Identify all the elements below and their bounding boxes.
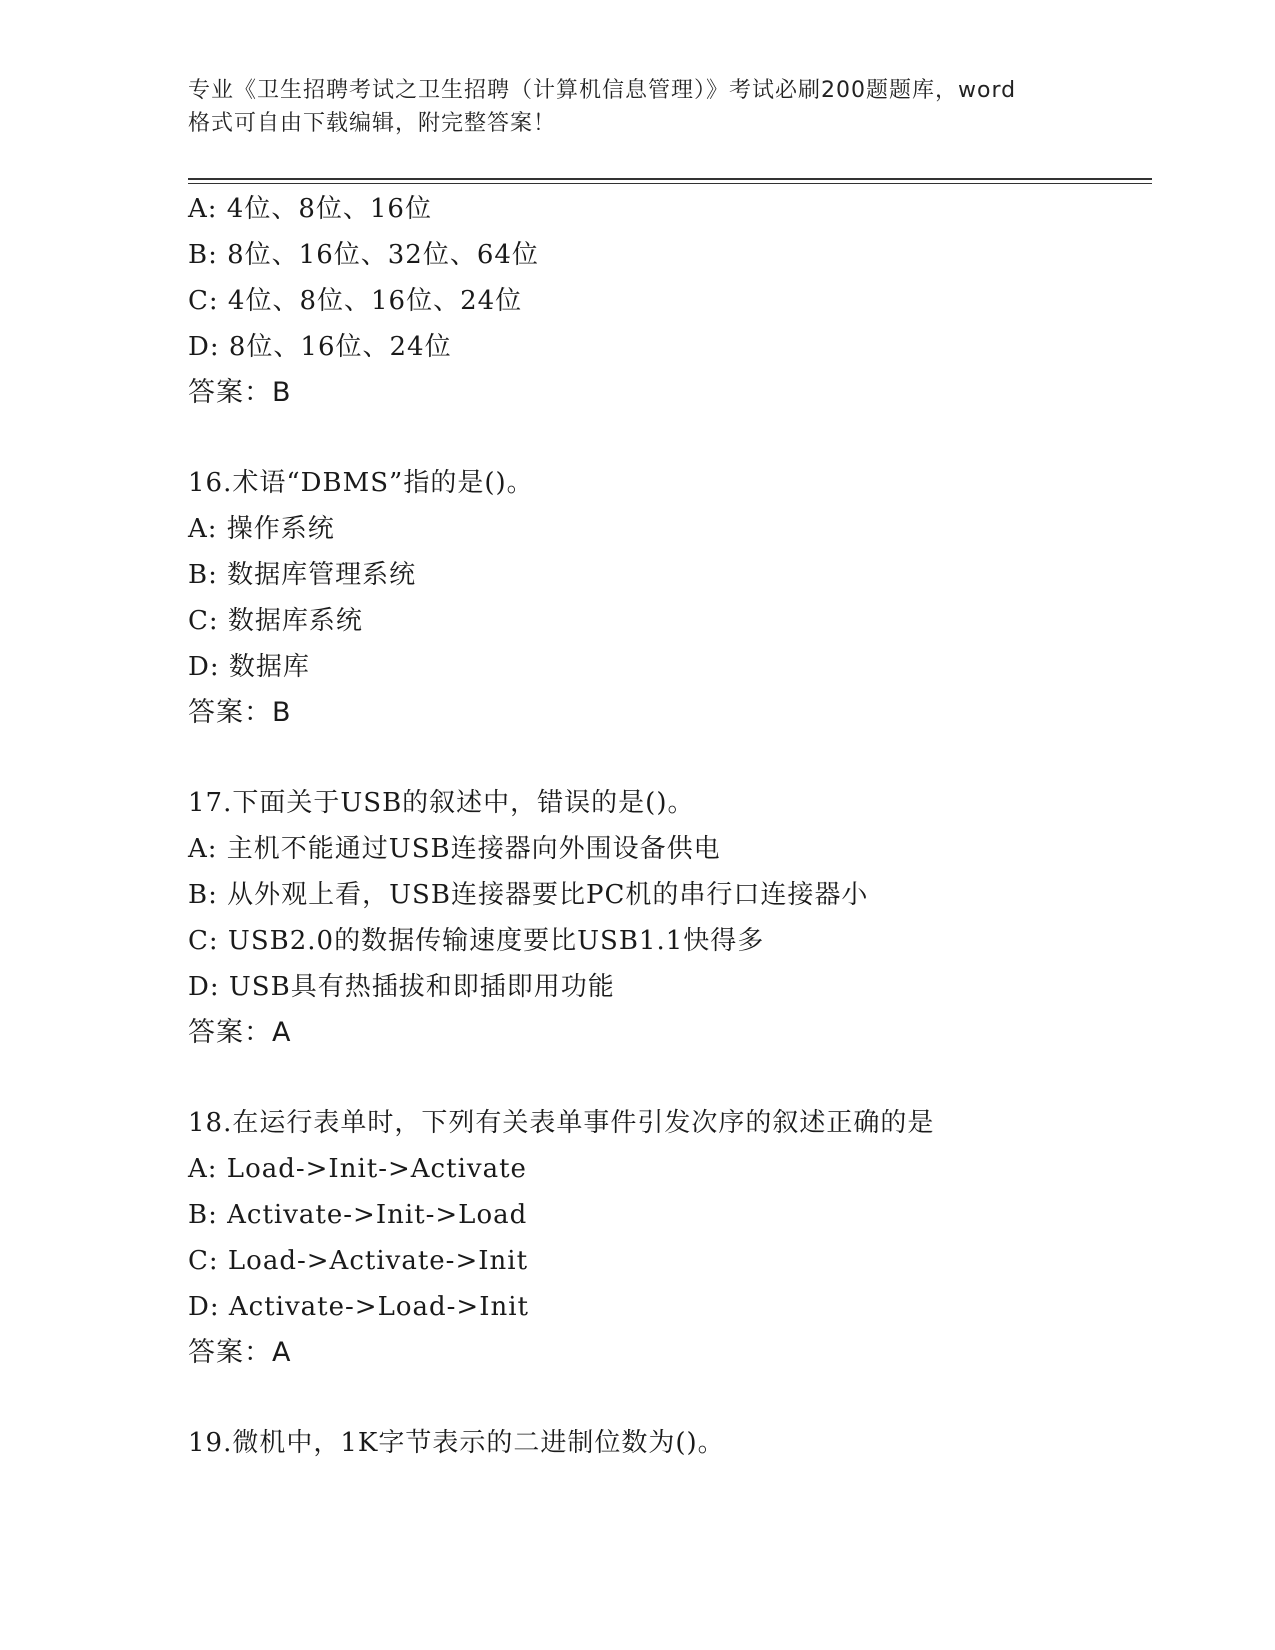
option-d: D: 数据库: [188, 652, 310, 682]
option-c: C: 数据库系统: [188, 606, 363, 636]
answer: 答案：B: [188, 377, 292, 408]
option-a: A: 主机不能通过USB连接器向外围设备供电: [188, 834, 721, 864]
option-d: D: USB具有热插拔和即插即用功能: [188, 972, 615, 1002]
question-text: 17.下面关于USB的叙述中，错误的是()。: [188, 788, 695, 818]
option-c: C: Load->Activate->Init: [188, 1246, 529, 1276]
option-c: C: 4位、8位、16位、24位: [188, 286, 523, 316]
question-15: [188, 186, 1152, 416]
option-d: D: 8位、16位、24位: [188, 332, 452, 362]
answer: 答案：A: [188, 1017, 292, 1048]
question-text: 16.术语“DBMS”指的是()。: [188, 468, 534, 498]
header-line-2: 格式可自由下载编辑，附完整答案！: [188, 111, 557, 136]
option-d: D: Activate->Load->Init: [188, 1292, 529, 1322]
question-list: [188, 186, 1152, 1466]
question-text: 18.在运行表单时，下列有关表单事件引发次序的叙述正确的是: [188, 1108, 935, 1138]
option-b: B: Activate->Init->Load: [188, 1200, 528, 1230]
option-a: A: 4位、8位、16位: [188, 194, 432, 224]
header-divider: [188, 178, 1152, 184]
question-18: [188, 1100, 1152, 1376]
question-text: 19.微机中，1K字节表示的二进制位数为()。: [188, 1428, 725, 1458]
document-header: [188, 74, 1088, 140]
question-17: [188, 780, 1152, 1056]
option-a: A: Load->Init->Activate: [188, 1154, 527, 1184]
header-line-1: 专业《卫生招聘考试之卫生招聘（计算机信息管理）》考试必刷200题题库，word: [188, 78, 1017, 103]
option-b: B: 8位、16位、32位、64位: [188, 240, 539, 270]
option-b: B: 数据库管理系统: [188, 560, 417, 590]
answer: 答案：B: [188, 697, 292, 728]
option-c: C: USB2.0的数据传输速度要比USB1.1快得多: [188, 926, 765, 956]
question-16: [188, 460, 1152, 736]
answer: 答案：A: [188, 1337, 292, 1368]
question-19: [188, 1420, 1152, 1466]
option-b: B: 从外观上看，USB连接器要比PC机的串行口连接器小: [188, 880, 869, 910]
option-a: A: 操作系统: [188, 514, 335, 544]
